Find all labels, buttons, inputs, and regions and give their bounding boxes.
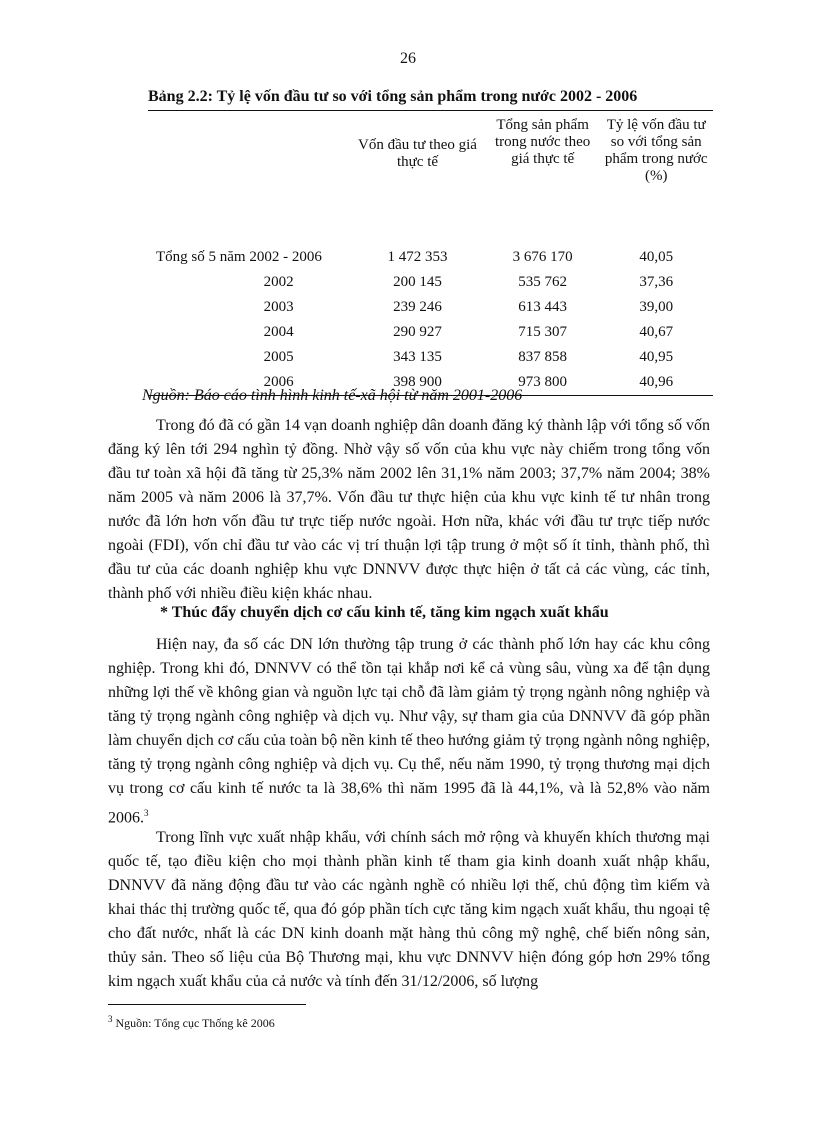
body-paragraph-1 (108, 414, 710, 606)
row-label: Tổng số 5 năm 2002 - 2006 (156, 249, 322, 265)
table-cell: 40,96 (599, 370, 713, 396)
footnote-reference[interactable]: 3 (144, 808, 149, 818)
row-label: 2003 (263, 299, 294, 315)
table-cell: 200 145 (393, 274, 442, 290)
table-cell: 613 443 (518, 299, 567, 315)
investment-ratio-table (148, 110, 713, 396)
table-row (148, 245, 713, 270)
table-cell: 39,00 (639, 299, 674, 315)
data-table-wrapper (148, 110, 713, 396)
table-cell: 343 135 (393, 349, 442, 365)
row-label: 2004 (263, 324, 294, 340)
footnote-divider (108, 1004, 306, 1005)
paragraph-text-content: Hiện nay, đa số các DN lớn thường tập trung ở các thành phố lớn hay các khu công nghiệp. Trong khi đó, DNNVV có thể tồn tại khắp nơi kể cả vùng sâu, vùng xa để tận dụng những lợi thế về không gian và nguồn lực tại chỗ đã làm giảm tỷ trọng ngành nông nghiệp và tăng tỷ trọng ngành công nghiệp và dịch vụ. Như vậy, sự tham gia của DNNVV đã góp phần làm chuyển dịch cơ cấu của toàn bộ nền kinh tế theo hướng giảm tỷ trọng ngành nông nghiệp, tăng tỷ trọng ngành công nghiệp và dịch vụ. Cụ thể, nếu năm 1990, tỷ trọng thương mại dịch vụ trong cơ cấu kinh tế nước ta là 38,6% thì năm 1995 đã là 44,1%, và là 52,8% vào năm 2006. (108, 636, 710, 827)
table-cell: 37,36 (639, 274, 674, 290)
table-source-note: Nguồn: Báo cáo tình hình kinh tế-xã hội từ năm 2001-2006 (142, 387, 523, 404)
header-cell: Tổng sản phẩm trong nước theo giá thực tế (486, 111, 600, 246)
table-title: Bảng 2.2: Tỷ lệ vốn đầu tư so với tổng sản phẩm trong nước 2002 - 2006 (148, 88, 638, 105)
footnote-marker: 3 (108, 1014, 113, 1024)
table-header-row (148, 111, 713, 246)
paragraph-text (108, 633, 710, 830)
table-cell: 535 762 (518, 274, 567, 290)
header-cell: Tỷ lệ vốn đầu tư so với tổng sản phẩm trong nước (%) (599, 111, 713, 246)
body-paragraph-3 (108, 826, 710, 994)
page-number: 26 (400, 50, 416, 67)
footnote (108, 1014, 275, 1031)
table-cell: 40,05 (639, 249, 674, 265)
row-label: 2002 (263, 274, 294, 290)
table-row (148, 295, 713, 320)
table-cell: 715 307 (518, 324, 567, 340)
row-label: 2006 (148, 370, 349, 396)
paragraph-text: Trong đó đã có gần 14 vạn doanh nghiệp dân doanh đăng ký thành lập với tổng số vốn đăng ký lên tới 294 nghìn tỷ đồng. Nhờ vậy số vốn của khu vực này chiếm trong tổng vốn đầu tư toàn xã hội đã tăng từ 25,3% năm 2002 lên 31,1% năm 2003; 37,7% năm 2004; 38% năm 2005 và năm 2006 là 37,7%. Vốn đầu tư thực hiện của khu vực kinh tế tư nhân trong nước đã lớn hơn vốn đầu tư trực tiếp nước ngoài. Hơn nữa, khác với đầu tư trực tiếp nước ngoài (FDI), vốn chỉ đầu tư vào các vị trí thuận lợi tập trung ở một số ít tỉnh, thành phố, thì đầu tư của các doanh nghiệp khu vực DNNVV được thực hiện ở tất cả các vùng, các tỉnh, thành phố với nhiều điều kiện khác nhau. (108, 417, 710, 602)
table-cell: 3 676 170 (512, 249, 573, 265)
table-cell: 837 858 (518, 349, 567, 365)
section-heading: * Thúc đẩy chuyển dịch cơ cấu kinh tế, tăng kim ngạch xuất khẩu (160, 604, 609, 621)
table-cell: 398 900 (349, 370, 486, 396)
table-row (148, 320, 713, 345)
table-row (148, 270, 713, 295)
header-cell: Vốn đầu tư theo giá thực tế (349, 111, 486, 246)
paragraph-text: Trong lĩnh vực xuất nhập khẩu, với chính sách mở rộng và khuyến khích thương mại quốc tế, tạo điều kiện cho mọi thành phần kinh tế tham gia kinh doanh xuất nhập khẩu, DNNVV đã năng động đầu tư vào các ngành nghề có nhiều lợi thế, chủ động tìm kiếm và khai thác thị trường quốc tế, qua đó góp phần tích cực tăng kim ngạch xuất khẩu, thu ngoại tệ cho đất nước, nhất là các DN kinh doanh mặt hàng thủ công mỹ nghệ, chế biến nông sản, thủy sản. Theo số liệu của Bộ Thương mại, khu vực DNNVV hiện đóng góp hơn 29% tổng kim ngạch xuất khẩu của cả nước và tính đến 31/12/2006, số lượng (108, 829, 710, 990)
header-cell (148, 111, 349, 246)
body-paragraph-2 (108, 633, 710, 830)
table-cell: 239 246 (393, 299, 442, 315)
table-cell: 1 472 353 (387, 249, 448, 265)
table-cell: 40,67 (639, 324, 674, 340)
table-row (148, 345, 713, 370)
table-cell: 40,95 (639, 349, 674, 365)
table-cell: 290 927 (393, 324, 442, 340)
row-label: 2005 (263, 349, 294, 365)
footnote-text: Nguồn: Tổng cục Thống kê 2006 (112, 1016, 275, 1030)
table-cell: 973 800 (486, 370, 600, 396)
